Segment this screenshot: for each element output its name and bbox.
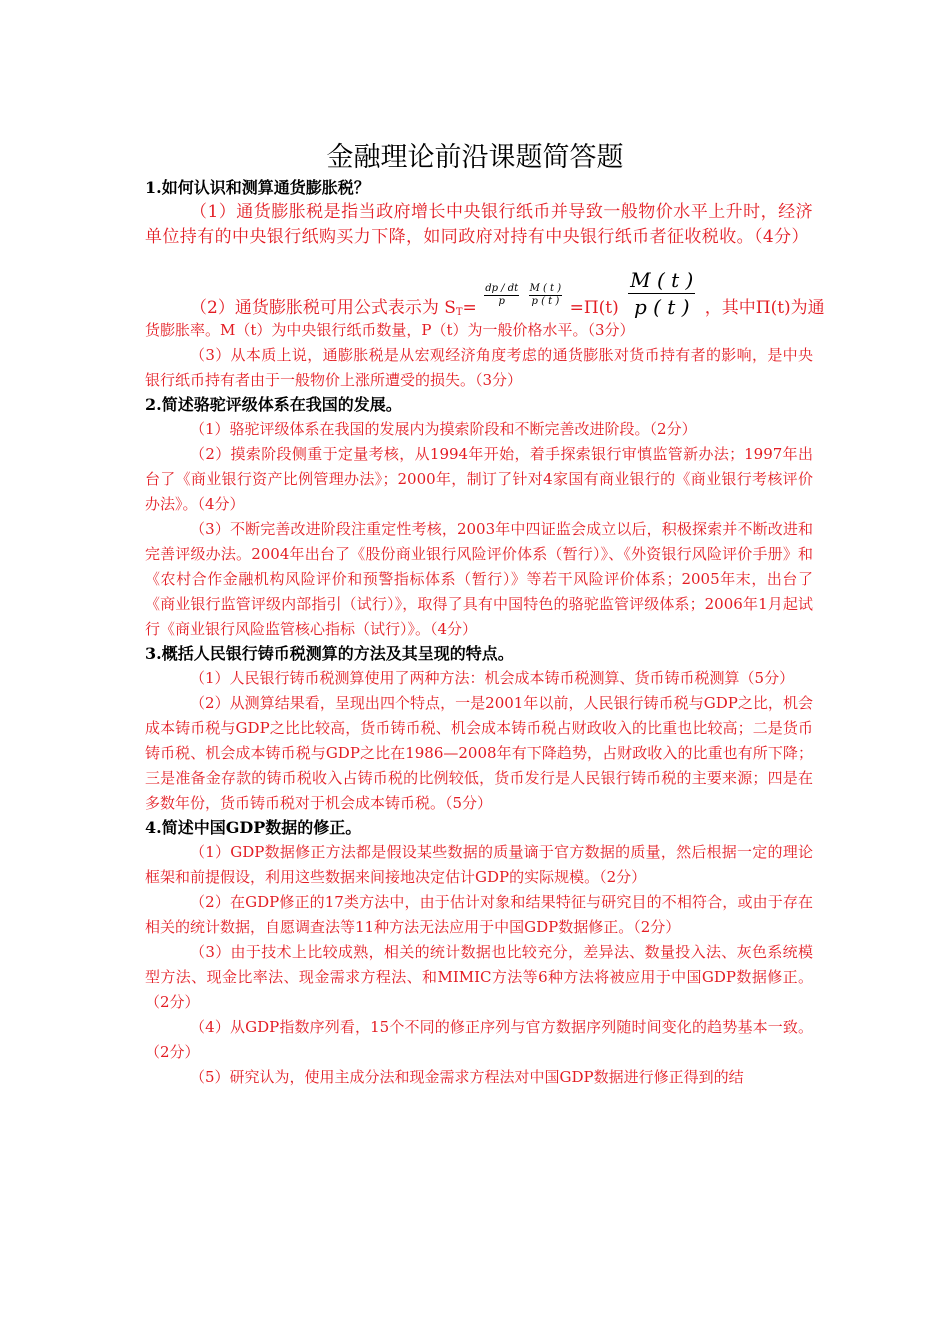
inflation-tax-formula — [190, 265, 825, 318]
q4-answer-3: （3）由于技术上比较成熟，相关的统计数据也比较充分，差异法、数量投入法、灰色系统模型方法、现金比率法、现金需求方程法、和MIMIC方法等6种方法将被应用于中国GDP数据修正。（2分） — [145, 943, 813, 1011]
q4-answer-1: （1）GDP数据修正方法都是假设某些数据的质量谪于官方数据的质量，然后根据一定的理论框架和前提假设，利用这些数据来间接地决定估计GDP的实际规模。（2分） — [145, 843, 813, 886]
q1-answer-1: （1）通货膨胀税是指当政府增长中央银行纸币并导致一般物价水平上升时，经济单位持有的中央银行纸购买力下降，如同政府对持有中央银行纸币者征收税收。（4分） — [145, 202, 813, 247]
formula-eq2: = — [569, 298, 584, 318]
fraction-denominator: p — [498, 296, 505, 307]
q2-answer-3: （3）不断完善改进阶段注重定性考核，2003年中四证监会成立以后，积极探索并不断改进和完善评级办法。2004年出台了《股份商业银行风险评价体系（暂行）》、《外资银行风险评价手册》和《农村合作金融机构风险评价和预警指标体系（暂行）》等若干风险评价体系；2005年末，出台了《商业银行监管评级内部指引（试行）》，取得了具有中国特色的骆驼监管评级体系；2006年1月起试行《商业银行风险监管核心指标（试行）》。（4分） — [145, 520, 813, 638]
q4-answer-5: （5）研究认为，使用主成分法和现金需求方程法对中国GDP数据进行修正得到的结 — [190, 1068, 744, 1086]
q2-answer-2: （2）摸索阶段侧重于定量考核，从1994年开始，着手探索银行审慎监管新办法；1997年出台了《商业银行资产比例管理办法》；2000年，制订了针对4家国有商业银行的《商业银行考核评价办法》。（4分） — [145, 445, 813, 513]
formula-eq1: = — [462, 298, 477, 318]
formula-pi: Π(t) — [583, 298, 619, 318]
document-body — [145, 176, 825, 1090]
q1-answer-3: （3）从本质上说，通膨胀税是从宏观经济角度考虑的通货膨胀对货币持有者的影响，是中央银行纸币持有者由于一般物价上涨所遭受的损失。（3分） — [145, 346, 813, 389]
document-title: 金融理论前沿课题简答题 — [326, 142, 624, 173]
q2-answer-1: （1）骆驼评级体系在我国的发展内为摸索阶段和不断完善改进阶段。（2分） — [190, 420, 697, 438]
fraction-denominator: p ( t ) — [633, 295, 690, 319]
fraction-real-money-large — [628, 267, 695, 320]
fraction-numerator: M ( t ) — [529, 283, 562, 294]
formula-lead: （2）通货膨胀税可用公式表示为 S — [190, 298, 456, 318]
question-3-heading: 3.概括人民银行铸币税测算的方法及其呈现的特点。 — [145, 644, 514, 663]
q4-answer-2: （2）在GDP修正的17类方法中，由于估计对象和结果特征与研究目的不相符合，或由于存在相关的统计数据，自愿调查法等11种方法无法应用于中国GDP数据修正。（2分） — [145, 893, 813, 936]
fraction-denominator: p ( t ) — [531, 296, 560, 307]
q1-answer-2-continued: 货膨胀率。M（t）为中央银行纸币数量，P（t）为一般价格水平。（3分） — [145, 321, 635, 339]
q3-answer-1: （1）人民银行铸币税测算使用了两种方法：机会成本铸币税测算、货币铸币税测算（5分） — [190, 669, 795, 687]
fraction-numerator: dp / dt — [485, 283, 519, 294]
fraction-inflation-rate — [484, 283, 519, 308]
q4-answer-4: （4）从GDP指数序列看，15个不同的修正序列与官方数据序列随时间变化的趋势基本一致。（2分） — [145, 1018, 813, 1061]
formula-tail: ，其中Π(t)为通 — [704, 298, 825, 318]
formula-subscript: T — [455, 307, 463, 318]
q3-answer-2: （2）从测算结果看，呈现出四个特点，一是2001年以前，人民银行铸币税与GDP之比，机会成本铸币税与GDP之比比较高，货币铸币税、机会成本铸币税占财政收入的比重也比较高；二是货币铸币税、机会成本铸币税与GDP之比在1986—2008年有下降趋势，占财政收入的比重也有所下降；三是准备金存款的铸币税收入占铸币税的比例较低，货币发行是人民银行铸币税的主要来源；四是在多数年份，货币铸币税对于机会成本铸币税。（5分） — [145, 694, 813, 812]
question-1-heading: 1.如何认识和测算通货膨胀税？ — [145, 178, 370, 197]
q1-formula-line — [145, 258, 825, 319]
fraction-numerator: M ( t ) — [630, 268, 694, 292]
question-2-heading: 2.简述骆驼评级体系在我国的发展。 — [145, 395, 402, 414]
fraction-real-money — [529, 283, 563, 308]
question-4-heading: 4.简述中国GDP数据的修正。 — [145, 818, 362, 837]
